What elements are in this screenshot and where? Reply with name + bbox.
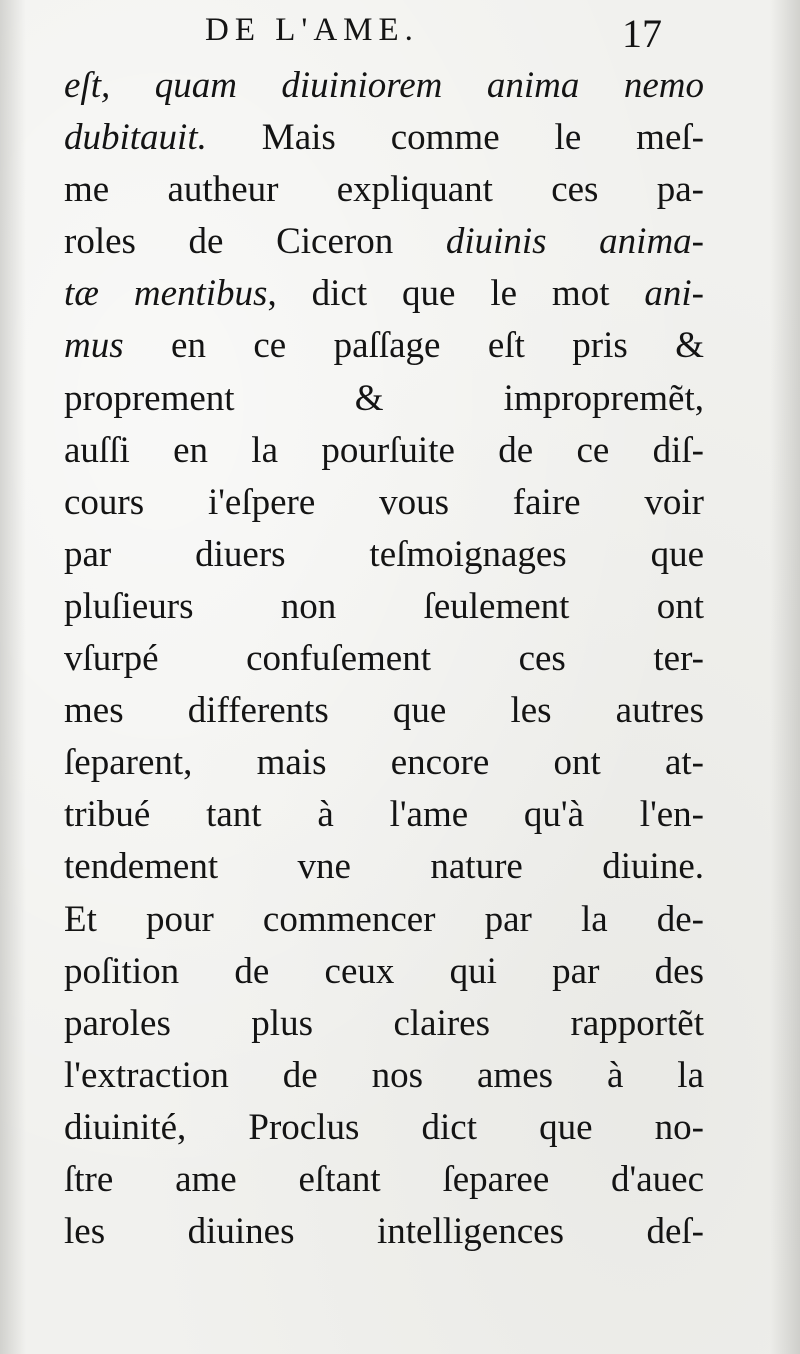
text-line (64, 164, 704, 216)
italic-text-segment: diuinis anima- (445, 221, 704, 263)
text-segment: vſurpé confuſement ces ter- (64, 638, 704, 680)
text-segment: Mais comme le meſ- (206, 117, 704, 159)
italic-text-segment: dubitauit. (64, 117, 207, 159)
text-segment: proprement & impropremẽt, (64, 377, 704, 419)
text-segment: ſtre ame eſtant ſeparee d'auec (64, 1158, 704, 1200)
italic-text-segment: mus (64, 325, 124, 367)
text-segment: me autheur expliquant ces pa- (64, 169, 704, 211)
text-line (64, 320, 704, 372)
text-line (64, 1154, 704, 1206)
text-segment: tribué tant à l'ame qu'à l'en- (64, 794, 704, 836)
text-line (64, 737, 704, 789)
page-left-shadow (0, 0, 26, 1354)
page-right-shadow (770, 0, 800, 1354)
text-line (64, 946, 704, 998)
text-line (64, 112, 704, 164)
text-segment: l'extraction de nos ames à la (64, 1054, 704, 1096)
text-segment: , dict que le mot (267, 273, 645, 315)
text-segment: les diuines intelligences deſ- (64, 1211, 704, 1253)
body-text (64, 60, 704, 1258)
text-line (64, 633, 704, 685)
text-line (64, 1050, 704, 1102)
text-segment: paroles plus claires rapportẽt (64, 1002, 704, 1044)
text-line (64, 894, 704, 946)
text-segment: cours i'eſpere vous faire voir (64, 481, 704, 523)
text-line (64, 1206, 704, 1258)
italic-text-segment: ani- (644, 273, 704, 315)
text-segment: roles de Ciceron (64, 221, 446, 263)
text-segment: tendement vne nature diuine. (64, 846, 704, 888)
text-line (64, 789, 704, 841)
text-line (64, 841, 704, 893)
text-segment: mes differents que les autres (64, 690, 704, 732)
text-segment: auſſi en la pourſuite de ce diſ- (64, 429, 704, 471)
text-line (64, 998, 704, 1050)
text-line (64, 529, 704, 581)
page-header (0, 6, 800, 56)
text-segment: Et pour commencer par la de- (64, 898, 704, 940)
text-segment: par diuers teſmoignages que (64, 533, 704, 575)
text-line (64, 581, 704, 633)
italic-text-segment: tæ mentibus (64, 273, 268, 315)
text-line (64, 268, 704, 320)
text-segment: pluſieurs non ſeulement ont (64, 585, 704, 627)
text-segment: ſeparent, mais encore ont at- (64, 742, 704, 784)
text-line (64, 373, 704, 425)
text-line (64, 1102, 704, 1154)
text-line (64, 425, 704, 477)
italic-text-segment: eſt, quam diuiniorem anima nemo (64, 65, 704, 106)
running-title: DE L'AME. (205, 12, 419, 48)
text-segment: poſition de ceux qui par des (64, 950, 704, 992)
text-segment: diuinité, Proclus dict que no- (64, 1106, 704, 1148)
text-segment: en ce paſſage eſt pris & (123, 325, 704, 367)
page-number: 17 (622, 11, 662, 56)
text-line (64, 60, 704, 112)
text-line (64, 216, 704, 268)
text-line (64, 685, 704, 737)
text-line (64, 477, 704, 529)
